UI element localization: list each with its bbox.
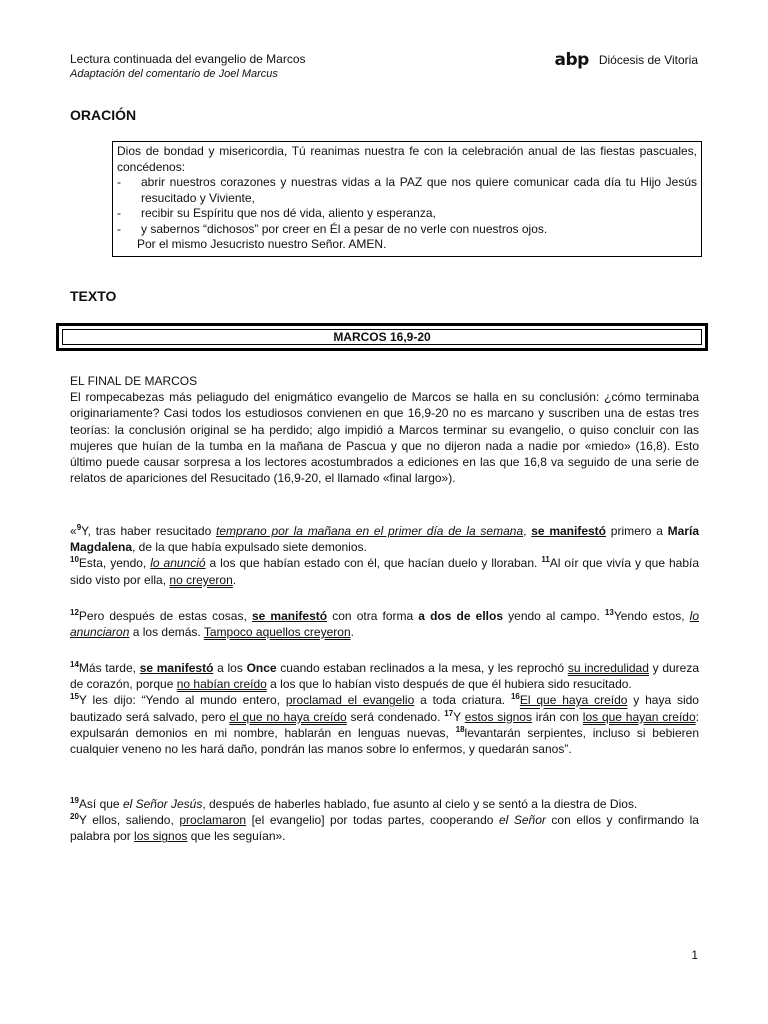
- scripture-paragraph-2: $^{12}$Pero después de estas cosas, se manifestó con otra forma a dos de ellos yendo al campo. $^{13}$Yendo estos, lo anunciaron a los demás. Tampoco aquellos creyeron.: [70, 608, 700, 640]
- scripture-paragraph-3: $^{14}$Más tarde, se manifestó a los Once cuando estaban reclinados a la mesa, y les reprochó su incredulidad y dureza de corazón, porque no habían creído a los que lo habían visto después de que él hubiera sido resucitado. $^{15}$Y les dijo: “Yendo al mundo entero, proclamad el evangelio a toda criatura. $^{16}$El que haya creído y haya sido bautizado será salvado, pero el que no haya creído será condenado. $^{17}$Y estos signos irán con los que hayan creído: expulsarán demonios en mi nombre, hablarán en lenguas nuevas, $^{18}$levantarán serpientes, incluso si bebieren cualquier veneno no les hará daño, pondrán las manos sobre lo enfermos, y quedarán sanos”.: [70, 660, 700, 757]
- prayer-item: - recibir su Espíritu que nos dé vida, aliento y esperanza,: [117, 206, 436, 220]
- verse-number: 10: [70, 555, 79, 565]
- document-header: [70, 52, 306, 82]
- intro-paragraph: El rompecabezas más peliagudo del enigmático evangelio de Marcos se halla en su conclusión: ¿cómo terminaba originariamente? Casi todos los estudiosos convienen en que 16,9-20 no es marcano y suscriben una de estas tres teorías: la conclusión original se ha perdido; algo impidió a Marcos terminar su evangelio, o quiso concluir con las mujeres que huían de la tumba en la mañana de Pascua y que no dijeron nada a nadie por «miedo» (16,8). Esto último puede causar sorpresa a los lectores acostumbrados a ediciones en las que 16,8 va seguido de una serie de relatos de apariciones del Resucitado (16,9-20, el llamado «final largo»).: [70, 390, 699, 486]
- verse-number: 9: [76, 523, 82, 532]
- verse-number: 14: [70, 660, 79, 669]
- org-name: Diócesis de Vitoria: [598, 53, 698, 67]
- verse-number: 20: [70, 812, 79, 822]
- verse-number: 17: [444, 708, 454, 718]
- verse-number: 13: [604, 608, 614, 617]
- document-subtitle: Adaptación del comentario de Joel Marcus: [70, 68, 278, 80]
- verse-number: 15: [70, 692, 79, 702]
- intro-section: [70, 373, 699, 486]
- scripture-paragraph-4: $^{19}$Así que el Señor Jesús, después de haberles hablado, fue asunto al cielo y se sentó a la diestra de Dios. $^{20}$Y ellos, saliendo, proclamaron [el evangelio] por todas partes, cooperando el Señor con ellos y confirmando la palabra por los signos que les seguían».: [70, 796, 699, 844]
- text-heading: TEXTO: [70, 288, 117, 304]
- prayer-item: - y sabernos “dichosos” por creer en Él a pesar de no verle con nuestros ojos.: [117, 221, 548, 236]
- prayer-item: - abrir nuestros corazones y nuestras vidas a la PAZ que nos quiere comunicar cada día tu Hijo Jesús resucitado y Viviente,: [117, 175, 697, 205]
- passage-reference: MARCOS 16,9-20: [62, 329, 702, 345]
- header-org: [555, 50, 698, 70]
- prayer-closing: Por el mismo Jesucristo nuestro Señor. AMEN.: [137, 237, 387, 251]
- document-title: Lectura continuada del evangelio de Marcos: [70, 52, 306, 66]
- page-number: 1: [691, 948, 698, 962]
- verse-number: 18: [455, 724, 465, 734]
- prayer-list: [117, 175, 697, 237]
- prayer-intro: Dios de bondad y misericordia, Tú reanimas nuestra fe con la celebración anual de las fiestas pascuales, concédenos:: [117, 144, 697, 174]
- verse-number: 12: [70, 608, 79, 617]
- verse-number: 16: [510, 692, 520, 702]
- prayer-box: [112, 141, 702, 257]
- prayer-heading: ORACIÓN: [70, 107, 137, 123]
- scripture-paragraph-1: «$^9$Y, tras haber resucitado temprano por la mañana en el primer día de la semana, se manifestó primero a María Magdalena, de la que había expulsado siete demonios. $^{10}$Esta, yendo, lo anunció a los que habían estado con él, que hacían duelo y lloraban. $^{11}$Al oír que vivía y que había sido visto por ella, no creyeron.: [70, 523, 700, 587]
- section-subtitle: EL FINAL DE MARCOS: [70, 374, 198, 388]
- verse-number: 11: [541, 555, 550, 565]
- verse-number: 19: [70, 796, 79, 805]
- abp-logo: abp: [554, 50, 589, 70]
- passage-banner: [56, 323, 708, 351]
